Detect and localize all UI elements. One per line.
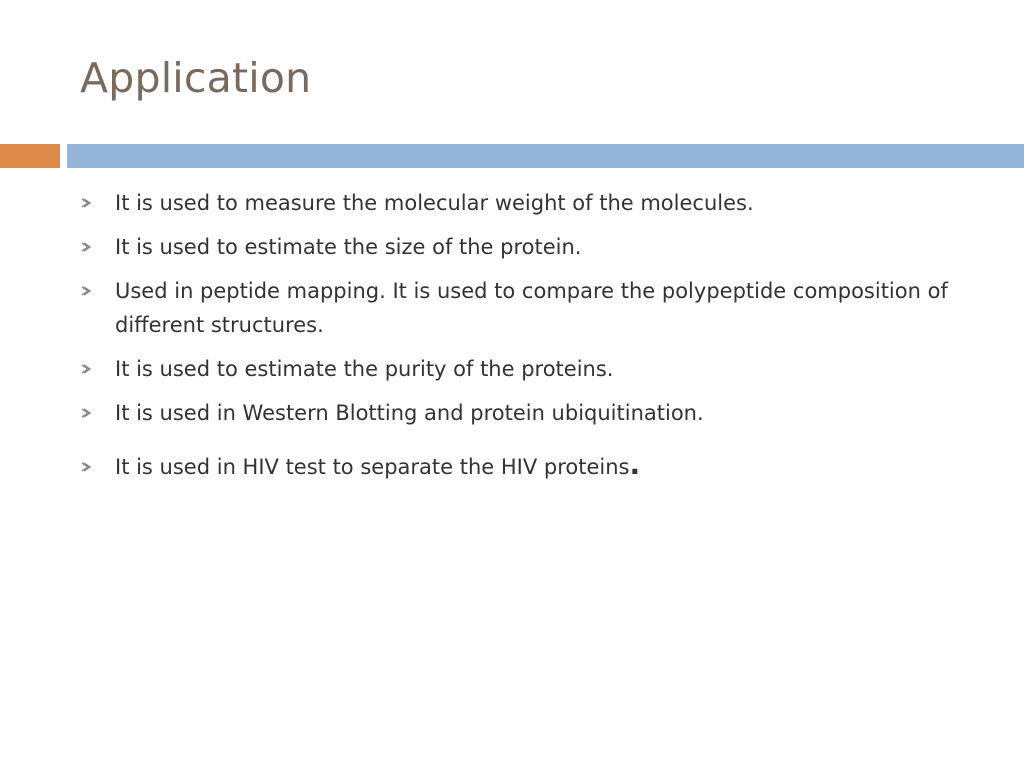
bullet-list bbox=[79, 186, 979, 494]
arrowhead-bullet-icon bbox=[79, 459, 93, 475]
bullet-item bbox=[79, 352, 979, 386]
bullet-item bbox=[79, 186, 979, 220]
bullet-text: It is used in HIV test to separate the HIV proteins bbox=[115, 455, 630, 479]
bullet-item bbox=[79, 274, 979, 342]
bullet-text: It is used to measure the molecular weight of the molecules. bbox=[115, 191, 754, 215]
arrowhead-bullet-icon bbox=[79, 405, 93, 421]
bullet-item bbox=[79, 396, 979, 430]
bullet-item bbox=[79, 450, 979, 484]
bullet-text: It is used to estimate the purity of the proteins. bbox=[115, 357, 614, 381]
arrowhead-bullet-icon bbox=[79, 239, 93, 255]
accent-bar-orange bbox=[0, 144, 60, 168]
arrowhead-bullet-icon bbox=[79, 195, 93, 211]
bullet-text: Used in peptide mapping. It is used to compare the polypeptide composition of different structures. bbox=[115, 279, 948, 337]
slide-title: Application bbox=[80, 54, 312, 102]
arrowhead-bullet-icon bbox=[79, 361, 93, 377]
bullet-text: It is used to estimate the size of the protein. bbox=[115, 235, 582, 259]
arrowhead-bullet-icon bbox=[79, 283, 93, 299]
bullet-item bbox=[79, 230, 979, 264]
bullet-text: It is used in Western Blotting and protein ubiquitination. bbox=[115, 401, 704, 425]
bullet-end-mark: . bbox=[629, 448, 641, 481]
accent-bar-blue bbox=[67, 144, 1024, 168]
